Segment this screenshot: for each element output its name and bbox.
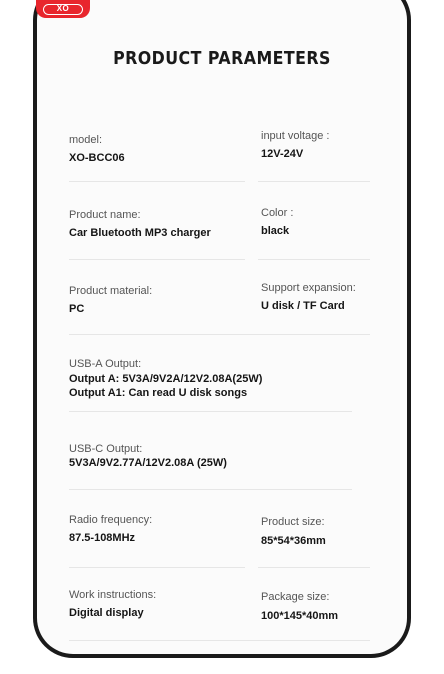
model-label: model: xyxy=(69,134,103,146)
usba-output-a1: Output A1: Can read U disk songs xyxy=(69,387,248,399)
material-value: PC xyxy=(69,303,85,315)
expansion-label: Support expansion: xyxy=(261,282,356,294)
divider xyxy=(258,181,370,182)
radio-frequency-value: 87.5-108MHz xyxy=(69,532,136,544)
xo-logo xyxy=(36,0,90,18)
divider xyxy=(69,411,352,412)
product-size-label: Product size: xyxy=(261,516,325,528)
divider xyxy=(69,334,370,335)
divider xyxy=(69,567,245,568)
color-value: black xyxy=(261,225,290,237)
material-label: Product material: xyxy=(69,285,153,297)
xo-logo-text: XO xyxy=(43,4,83,15)
product-size-value: 85*54*36mm xyxy=(261,535,326,547)
divider xyxy=(69,181,245,182)
input-voltage-value: 12V-24V xyxy=(261,148,304,160)
input-voltage-label: input voltage : xyxy=(261,130,330,142)
divider xyxy=(258,259,370,260)
usbc-label: USB-C Output: xyxy=(69,443,143,455)
model-value: XO-BCC06 xyxy=(69,152,125,164)
divider xyxy=(69,259,245,260)
page-title: PRODUCT PARAMETERS xyxy=(113,48,331,69)
divider xyxy=(69,489,352,490)
product-name-value: Car Bluetooth MP3 charger xyxy=(69,227,211,239)
work-instructions-value: Digital display xyxy=(69,607,144,619)
expansion-value: U disk / TF Card xyxy=(261,300,345,312)
usba-label: USB-A Output: xyxy=(69,358,142,370)
usba-output-a: Output A: 5V3A/9V2A/12V2.08A(25W) xyxy=(69,373,263,385)
usbc-value: 5V3A/9V2.77A/12V2.08A (25W) xyxy=(69,457,227,469)
product-name-label: Product name: xyxy=(69,209,141,221)
package-size-label: Package size: xyxy=(261,591,330,603)
radio-frequency-label: Radio frequency: xyxy=(69,514,153,526)
work-instructions-label: Work instructions: xyxy=(69,589,157,601)
color-label: Color : xyxy=(261,207,294,219)
page-bottom-margin xyxy=(0,658,444,674)
divider xyxy=(258,567,370,568)
parameters-card xyxy=(37,0,407,654)
package-size-value: 100*145*40mm xyxy=(261,610,339,622)
divider xyxy=(69,640,370,641)
